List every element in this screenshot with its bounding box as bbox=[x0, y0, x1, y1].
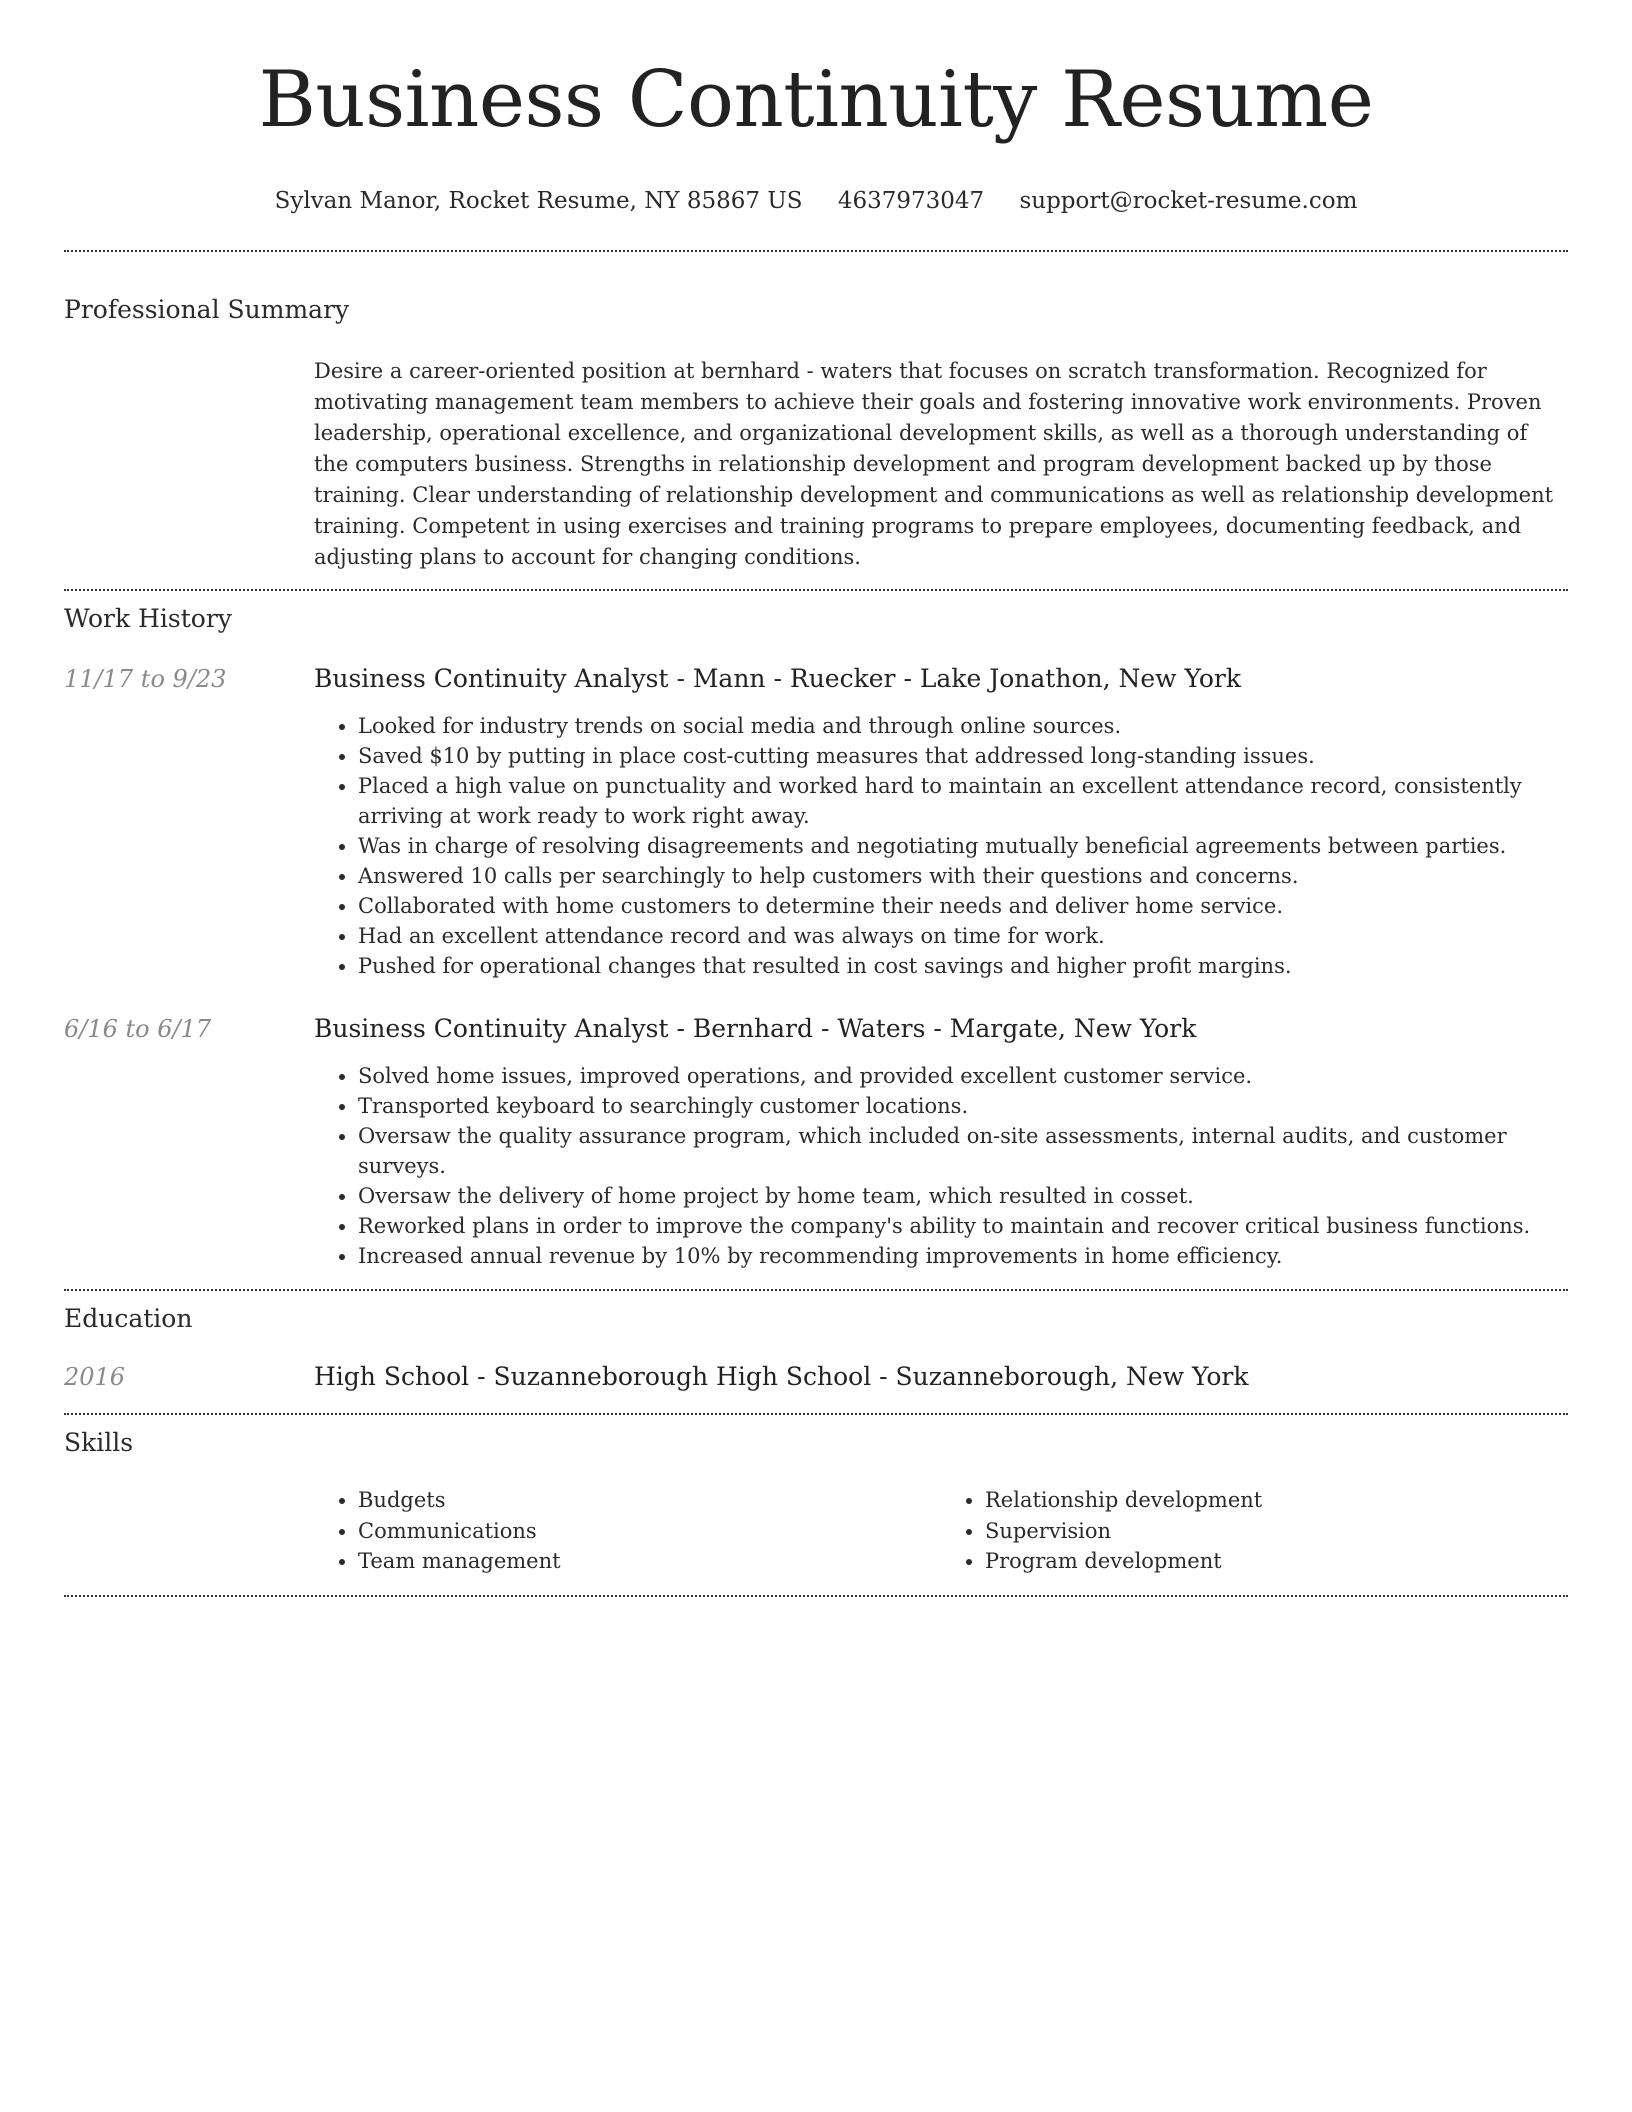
job-bullet: • Reworked plans in order to improve the company's ability to maintain and recover critical business functions. bbox=[358, 1211, 1568, 1241]
section-heading-education: Education bbox=[64, 1304, 193, 1333]
divider bbox=[64, 1595, 1568, 1597]
work-history-section bbox=[64, 591, 1568, 1289]
contact-line bbox=[64, 186, 1568, 216]
job-bullet: • Had an excellent attendance record and was always on time for work. bbox=[358, 921, 1568, 951]
resume-header bbox=[64, 0, 1568, 216]
job-bullet: • Collaborated with home customers to determine their needs and deliver home service. bbox=[358, 891, 1568, 921]
job-headline: Business Continuity Analyst - Bernhard - Waters - Margate, New York bbox=[314, 1014, 1197, 1043]
spacer bbox=[64, 1271, 1568, 1289]
education-section bbox=[64, 1291, 1568, 1413]
job-bullet: • Answered 10 calls per searchingly to help customers with their questions and concerns. bbox=[358, 861, 1568, 891]
job-bullet: • Increased annual revenue by 10% by recommending improvements in home efficiency. bbox=[358, 1241, 1568, 1271]
job-entry bbox=[64, 1013, 1568, 1271]
skills-column-right bbox=[941, 1485, 1568, 1577]
job-date: 6/16 to 6/17 bbox=[64, 1015, 212, 1043]
job-bullet: • Oversaw the delivery of home project by home team, which resulted in cosset. bbox=[358, 1181, 1568, 1211]
skills-section bbox=[64, 1415, 1568, 1595]
skills-column-left bbox=[314, 1485, 941, 1577]
resume-title: Business Continuity Resume bbox=[258, 55, 1374, 145]
job-headline: Business Continuity Analyst - Mann - Ruecker - Lake Jonathon, New York bbox=[314, 664, 1242, 693]
job-bullet: • Solved home issues, improved operations, and provided excellent customer service. bbox=[358, 1061, 1568, 1091]
education-date: 2016 bbox=[64, 1363, 126, 1391]
skill-item: • Budgets bbox=[358, 1485, 941, 1516]
skills-grid bbox=[314, 1485, 1568, 1595]
section-heading-skills: Skills bbox=[64, 1428, 134, 1457]
job-bullet: • Oversaw the quality assurance program, which included on-site assessments, internal audits, and customer surveys. bbox=[358, 1121, 1568, 1181]
professional-summary-section bbox=[64, 252, 1568, 589]
section-heading-work: Work History bbox=[64, 604, 232, 633]
job-bullets bbox=[314, 711, 1568, 981]
education-headline: High School - Suzanneborough High School - Suzanneborough, New York bbox=[314, 1362, 1249, 1391]
job-bullet: • Transported keyboard to searchingly customer locations. bbox=[358, 1091, 1568, 1121]
job-bullet: • Was in charge of resolving disagreements and negotiating mutually beneficial agreements between parties. bbox=[358, 831, 1568, 861]
job-body bbox=[314, 663, 1568, 981]
skill-item: • Team management bbox=[358, 1546, 941, 1577]
skill-item: • Communications bbox=[358, 1516, 941, 1547]
contact-phone: 4637973047 bbox=[837, 188, 985, 214]
job-date: 11/17 to 9/23 bbox=[64, 665, 227, 693]
job-bullet: • Pushed for operational changes that resulted in cost savings and higher profit margins. bbox=[358, 951, 1568, 981]
contact-address: Sylvan Manor, Rocket Resume, NY 85867 US bbox=[274, 188, 803, 214]
skill-item: • Supervision bbox=[985, 1516, 1568, 1547]
skill-item: • Relationship development bbox=[985, 1485, 1568, 1516]
summary-text: Desire a career-oriented position at bernhard - waters that focuses on scratch transformation. Recognized for motivating management team members to achieve their goals and fostering innovative work environments. Proven leadership, operational excellence, and organizational development skills, as well as a thorough understanding of the computers business. Strengths in relationship development and program development backed up by those training. Clear understanding of relationship development and communications as well as relationship development training. Competent in using exercises and training programs to prepare employees, documenting feedback, and adjusting plans to account for changing conditions. bbox=[314, 359, 1554, 569]
job-bullet: • Saved $10 by putting in place cost-cutting measures that addressed long-standing issues. bbox=[358, 741, 1568, 771]
job-bullets bbox=[314, 1061, 1568, 1271]
job-entry bbox=[64, 663, 1568, 981]
job-body bbox=[314, 1013, 1568, 1271]
contact-email: support@rocket-resume.com bbox=[1019, 188, 1358, 214]
skill-item: • Program development bbox=[985, 1546, 1568, 1577]
section-heading-summary: Professional Summary bbox=[64, 295, 350, 324]
education-entry bbox=[64, 1361, 1568, 1413]
job-bullet: • Placed a high value on punctuality and worked hard to maintain an excellent attendance record, consistently arriving at work ready to work right away. bbox=[358, 771, 1568, 831]
job-bullet: • Looked for industry trends on social media and through online sources. bbox=[358, 711, 1568, 741]
